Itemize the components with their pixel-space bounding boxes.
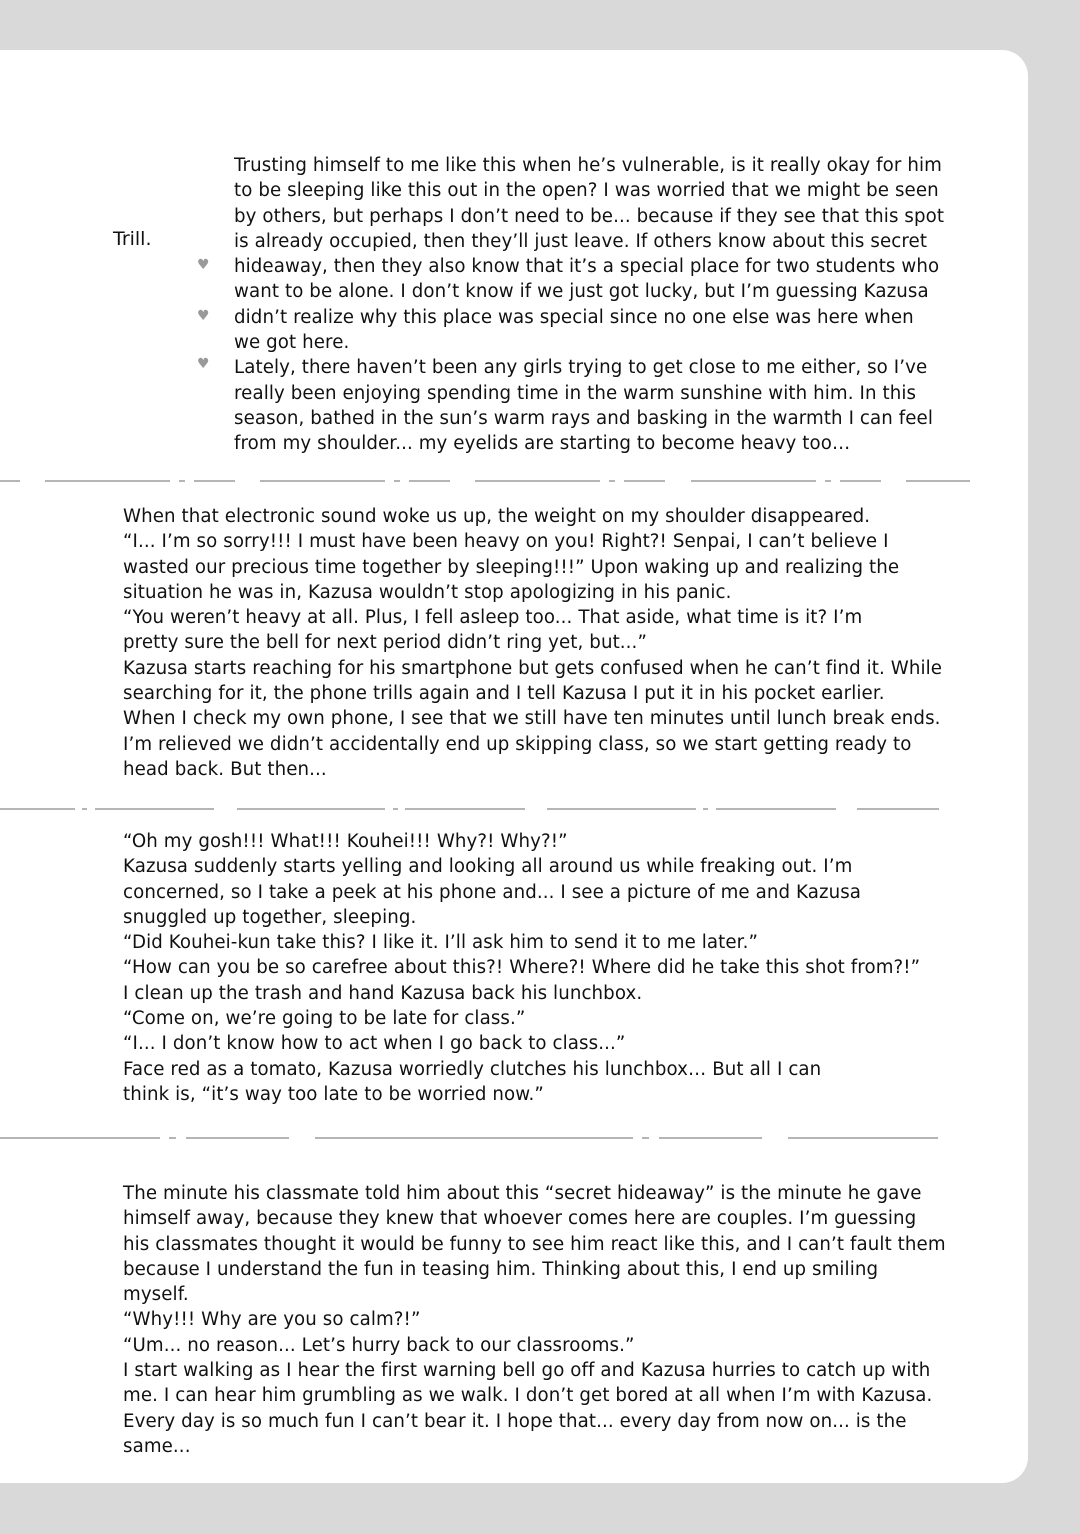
text-line: Kazusa suddenly starts yelling and looking all around us while freaking out. I’m (123, 856, 853, 878)
text-line: “How can you be so carefree about this?! Where?! Where did he take this shot from?!” (123, 957, 921, 979)
heart-icon: ♥ (197, 308, 210, 324)
text-line: Kazusa starts reaching for his smartphone but gets confused when he can’t find it. While (123, 657, 943, 679)
text-line: head back. But then... (123, 758, 327, 780)
text-line: I’m relieved we didn’t accidentally end up skipping class, so we start getting ready to (123, 733, 912, 755)
text-line: himself away, because they knew that whoever comes here are couples. I’m guessing (123, 1208, 917, 1230)
text-line: “I... I don’t know how to act when I go back to class...” (123, 1033, 626, 1055)
text-line: by others, but perhaps I don’t need to be... because if they see that this spot (234, 205, 945, 227)
section-separator (0, 1137, 975, 1140)
text-line: same... (123, 1435, 191, 1457)
text-line: Face red as a tomato, Kazusa worriedly clutches his lunchbox… But all I can (123, 1058, 822, 1080)
text-line: Lately, there haven’t been any girls trying to get close to me either, so I’ve (234, 357, 928, 379)
text-line: hideaway, then they also know that it’s a special place for two students who (234, 256, 940, 278)
section-2-text (123, 504, 942, 782)
text-line: “Did Kouhei-kun take this? I like it. I’ll ask him to send it to me later.” (123, 932, 758, 954)
section-3-text (123, 829, 920, 1107)
text-line: we got here. (234, 332, 350, 354)
text-line: me. I can hear him grumbling as we walk. I don’t get bored at all when I’m with Kazusa. (123, 1385, 933, 1407)
text-line: really been enjoying spending time in the warm sunshine with him. In this (234, 382, 917, 404)
text-line: concerned, so I take a peek at his phone and... I see a picture of me and Kazusa (123, 881, 862, 903)
text-line: “Come on, we’re going to be late for class.” (123, 1008, 526, 1030)
sound-effect-label: Trill. (113, 228, 152, 250)
text-line: pretty sure the bell for next period didn’t ring yet, but...” (123, 632, 647, 654)
text-line: searching for it, the phone trills again and I tell Kazusa I put it in his pocket earlier. (123, 683, 885, 705)
text-line: The minute his classmate told him about this “secret hideaway” is the minute he gave (123, 1183, 922, 1204)
text-line: Every day is so much fun I can’t bear it. I hope that... every day from now on... is the (123, 1410, 907, 1432)
section-separator (0, 480, 975, 483)
section-4-text (123, 1181, 946, 1459)
text-line: myself. (123, 1284, 189, 1306)
text-line: snuggled up together, sleeping. (123, 906, 417, 928)
text-line: I start walking as I hear the first warning bell go off and Kazusa hurries to catch up with (123, 1360, 931, 1382)
section-separator (0, 808, 975, 811)
text-line: “Oh my gosh!!! What!!! Kouhei!!! Why?! Why?!” (123, 831, 568, 852)
text-line: I clean up the trash and hand Kazusa back his lunchbox. (123, 982, 643, 1004)
text-line: to be sleeping like this out in the open? I was worried that we might be seen (234, 180, 939, 202)
text-line: wasted our precious time together by sleeping!!!” Upon waking up and realizing the (123, 556, 900, 578)
text-line: When I check my own phone, I see that we still have ten minutes until lunch break ends. (123, 708, 941, 730)
text-line: “Um... no reason... Let’s hurry back to our classrooms.” (123, 1334, 635, 1356)
text-line: season, bathed in the sun’s warm rays and basking in the warmth I can feel (234, 407, 934, 429)
text-line: his classmates thought it would be funny to see him react like this, and I can’t fault them (123, 1233, 946, 1255)
text-line: is already occupied, then they’ll just leave. If others know about this secret (234, 230, 928, 252)
text-line: “You weren’t heavy at all. Plus, I fell asleep too... That aside, what time is it? I’m (123, 607, 863, 629)
heart-icon: ♥ (197, 257, 210, 273)
heart-icon: ♥ (197, 356, 210, 372)
section-1-text (234, 153, 944, 457)
text-line: When that electronic sound woke us up, the weight on my shoulder disappeared. (123, 506, 871, 527)
text-line: “Why!!! Why are you so calm?!” (123, 1309, 421, 1331)
text-line: want to be alone. I don’t know if we just got lucky, but I’m guessing Kazusa (234, 281, 929, 303)
text-line: Trusting himself to me like this when he’s vulnerable, is it really okay for him (234, 155, 942, 176)
text-line: from my shoulder... my eyelids are starting to become heavy too… (234, 433, 851, 455)
text-line: because I understand the fun in teasing him. Thinking about this, I end up smiling (123, 1258, 879, 1280)
text-line: think is, “it’s way too late to be worried now.” (123, 1083, 544, 1105)
text-line: situation he was in, Kazusa wouldn’t stop apologizing in his panic. (123, 581, 732, 603)
text-line: “I... I’m so sorry!!! I must have been heavy on you! Right?! Senpai, I can’t believe I (123, 531, 889, 553)
text-line: didn’t realize why this place was special since no one else was here when (234, 306, 914, 328)
